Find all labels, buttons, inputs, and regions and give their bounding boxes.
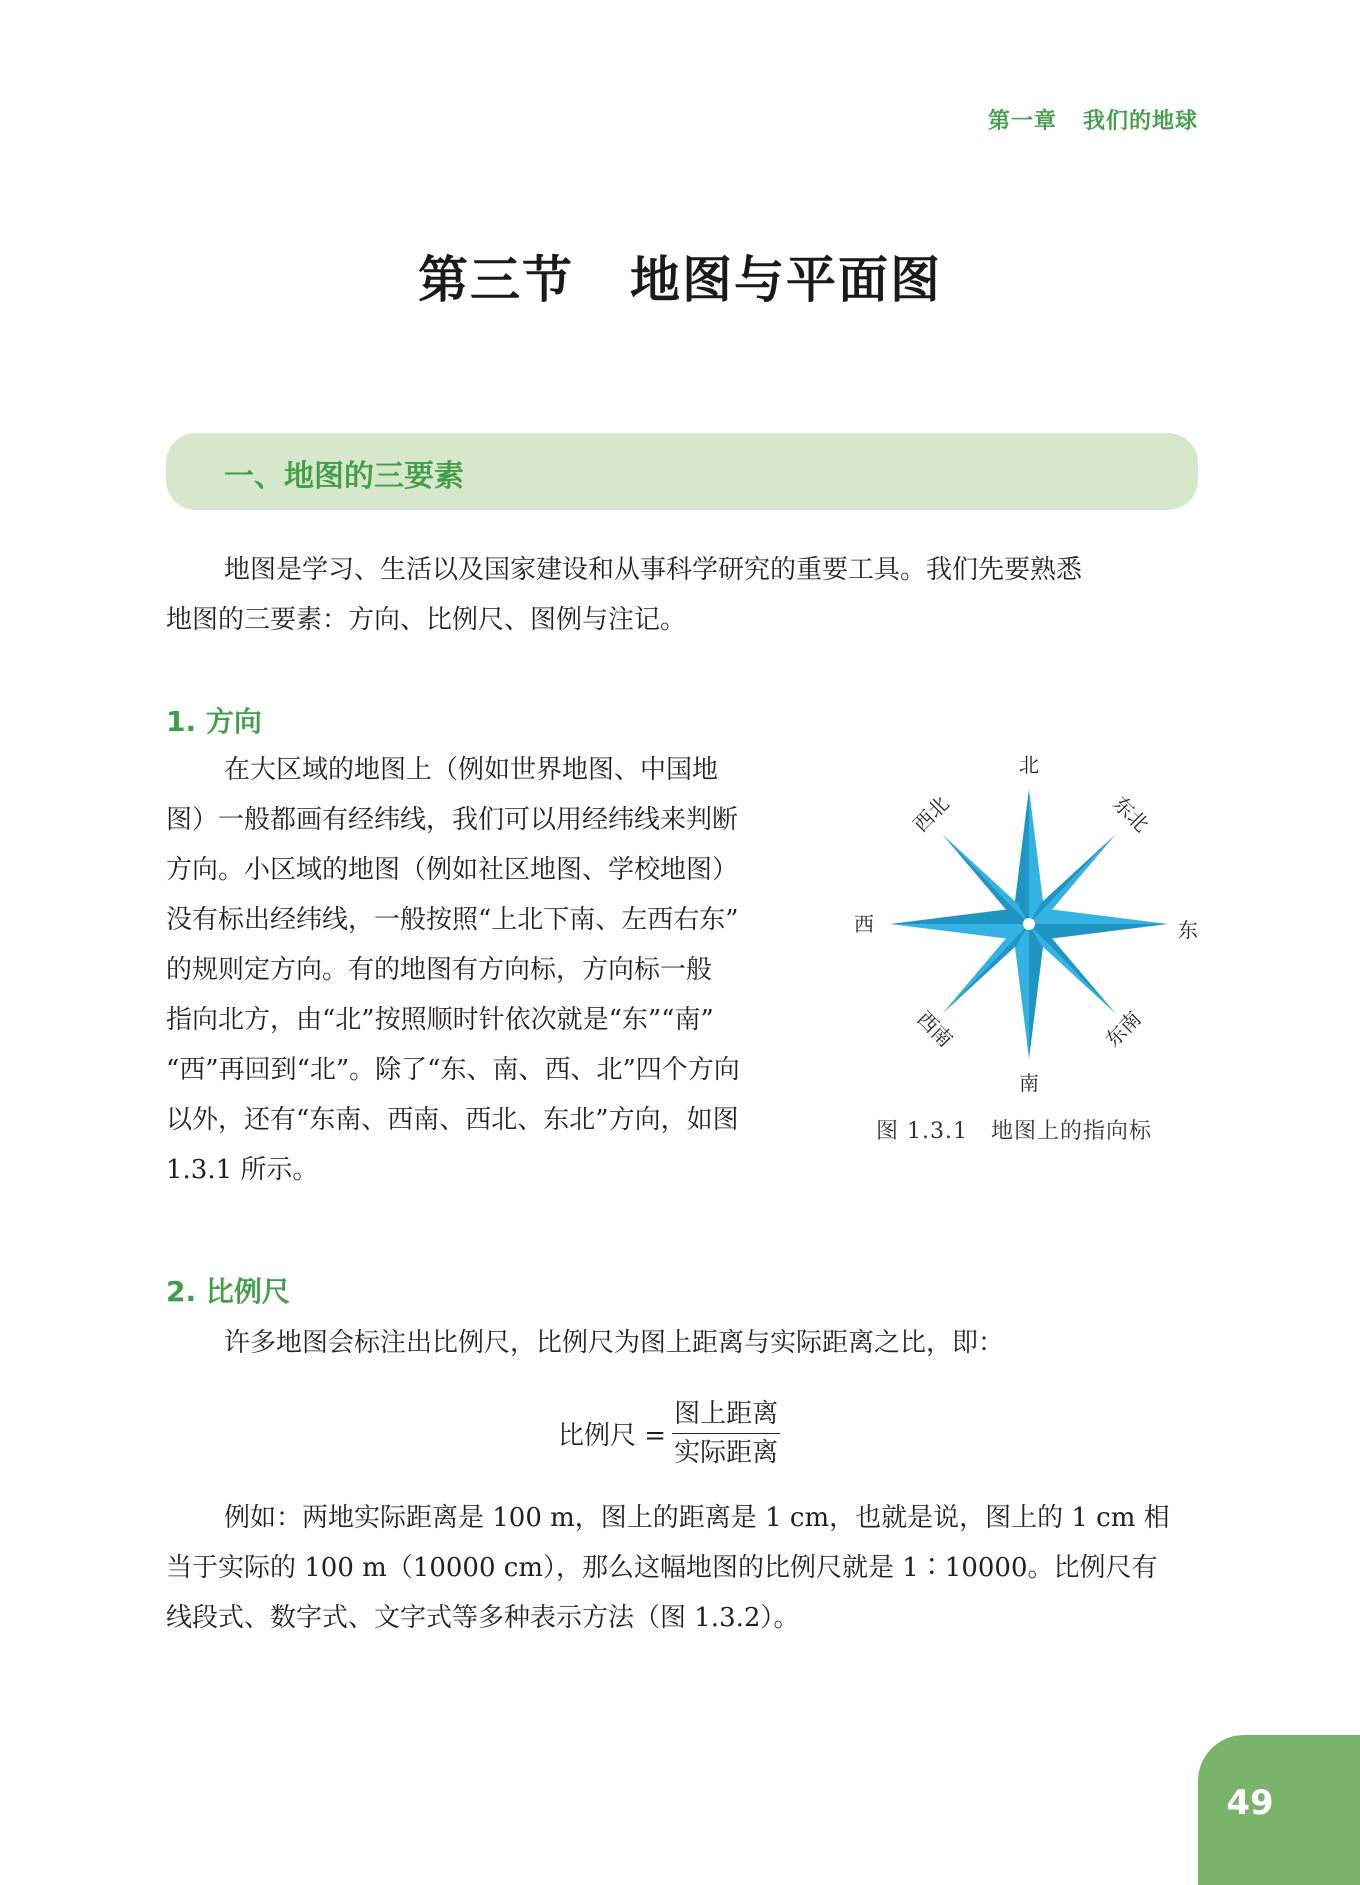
- compass-rose-figure: [848, 744, 1210, 1104]
- intro-paragraph: [166, 545, 1198, 645]
- scale-example-line: 线段式、数字式、文字式等多种表示方法（图 1.3.2）。: [166, 1603, 800, 1633]
- section-number: 第三节: [418, 251, 574, 309]
- scale-heading: 2. 比例尺: [166, 1275, 290, 1308]
- intro-line: 地图的三要素：方向、比例尺、图例与注记。: [166, 605, 687, 635]
- formula-lhs: 比例尺 =: [558, 1420, 667, 1451]
- compass-point-sw: [942, 924, 1029, 1014]
- label-east: 东: [1178, 918, 1198, 942]
- banner-title: 一、地图的三要素: [224, 459, 464, 494]
- page-number-tab: [1198, 1735, 1360, 1885]
- direction-line: “西”再回到“北”。除了“东、南、西、北”四个方向: [166, 1055, 740, 1085]
- direction-line: 的规则定方向。有的地图有方向标，方向标一般: [166, 955, 713, 985]
- label-northeast: 东北: [1108, 791, 1154, 837]
- compass-point-se: [1029, 924, 1116, 1014]
- direction-line: 没有标出经纬线，一般按照“上北下南、左西右东”: [166, 905, 739, 935]
- intro-line: 地图是学习、生活以及国家建设和从事科学研究的重要工具。我们先要熟悉: [224, 555, 1083, 585]
- compass-point-e: [1029, 909, 1168, 939]
- formula-denominator: 实际距离: [674, 1437, 779, 1468]
- figure-caption: 图 1.3.1 地图上的指向标: [876, 1119, 1152, 1144]
- compass-point-n: [1014, 789, 1044, 924]
- label-west: 西: [854, 912, 874, 936]
- direction-line: 1.3.1 所示。: [166, 1155, 319, 1185]
- direction-line: 以外，还有“东南、西南、西北、东北”方向，如图: [166, 1105, 739, 1135]
- scale-example-line: 当于实际的 100 m（10000 cm），那么这幅地图的比例尺就是 1∶10000。比例尺有: [166, 1553, 1158, 1583]
- chapter-number: 第一章: [987, 109, 1057, 134]
- section-banner: [166, 433, 1198, 510]
- direction-line: 方向。小区域的地图（例如社区地图、学校地图）: [166, 855, 739, 885]
- direction-paragraph: [166, 745, 806, 1195]
- direction-line: 指向北方，由“北”按照顺时针依次就是“东”“南”: [166, 1005, 714, 1035]
- running-header: [988, 104, 1198, 135]
- direction-line: 图）一般都画有经纬线，我们可以用经纬线来判断: [166, 805, 739, 835]
- compass-point-ne: [1029, 834, 1116, 924]
- label-southwest: 西南: [912, 1006, 958, 1052]
- scale-intro-line: 许多地图会标注出比例尺，比例尺为图上距离与实际距离之比，即：: [224, 1328, 1005, 1358]
- scale-example-paragraph: [166, 1493, 1198, 1643]
- scale-formula: [558, 1393, 780, 1473]
- chapter-title: 我们的地球: [1082, 109, 1198, 134]
- scale-example-line: 例如：两地实际距离是 100 m，图上的距离是 1 cm，也就是说，图上的 1 cm 相: [224, 1503, 1170, 1533]
- label-northwest: 西北: [908, 791, 954, 837]
- direction-heading: 1. 方向: [166, 705, 262, 738]
- formula-numerator: 图上距离: [672, 1397, 780, 1434]
- formula-fraction: [672, 1397, 780, 1470]
- compass-point-s: [1014, 924, 1044, 1059]
- page-number: 49: [1226, 1783, 1274, 1823]
- label-southeast: 东南: [1100, 1006, 1146, 1052]
- scale-intro: [166, 1318, 1198, 1368]
- section-name: 地图与平面图: [630, 251, 942, 309]
- compass-point-nw: [942, 834, 1029, 924]
- label-south: 南: [1019, 1071, 1039, 1095]
- compass-center: [1023, 918, 1035, 930]
- direction-line: 在大区域的地图上（例如世界地图、中国地: [224, 755, 719, 785]
- label-north: 北: [1019, 753, 1039, 777]
- compass-point-w: [890, 909, 1029, 939]
- page-title: [0, 240, 1360, 312]
